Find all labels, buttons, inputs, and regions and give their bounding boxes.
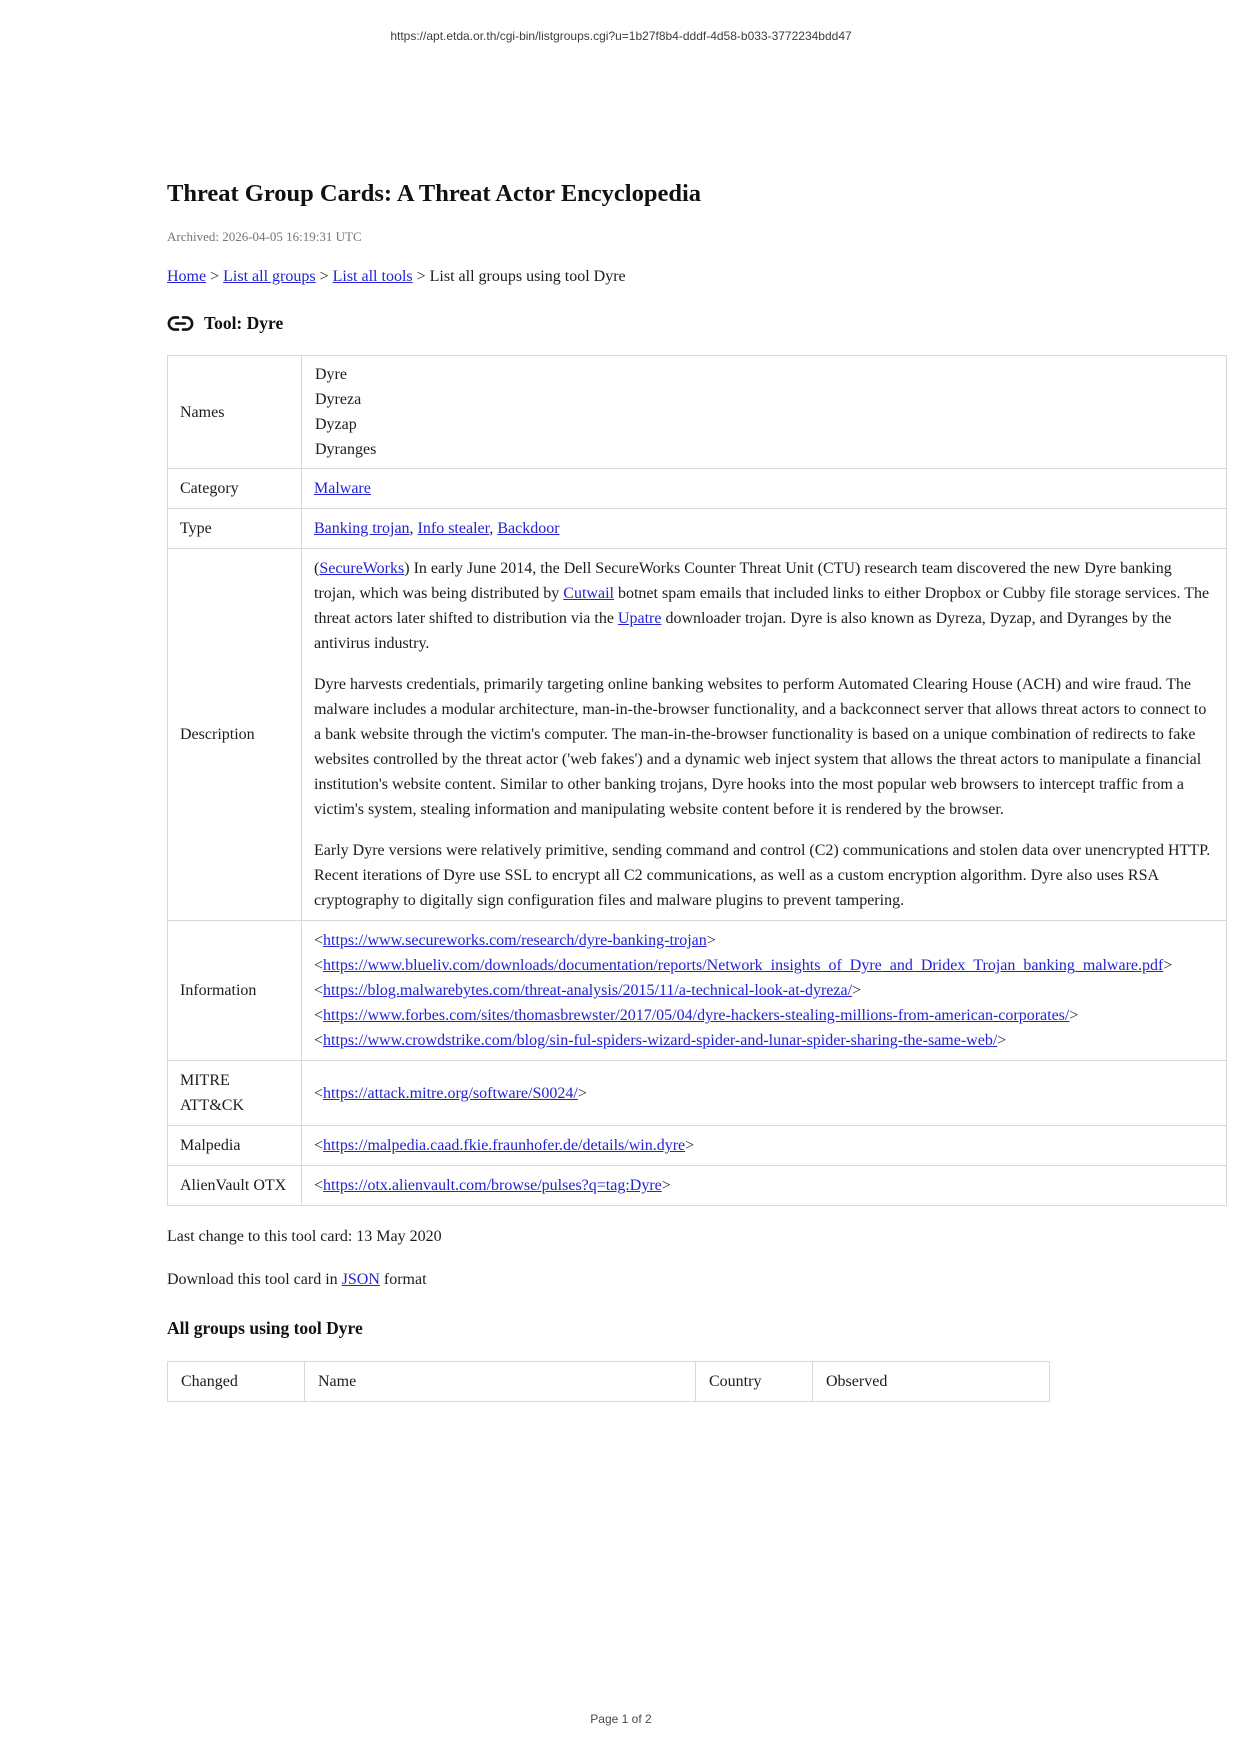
type-link[interactable]: Banking trojan — [314, 520, 410, 537]
mitre-link-cell: <https://attack.mitre.org/software/S0024/> — [302, 1061, 1227, 1126]
table-row-category — [168, 469, 1227, 509]
download-json-link[interactable]: JSON — [341, 1271, 380, 1288]
groups-column-header: Changed — [168, 1362, 305, 1402]
download-suffix: format — [379, 1271, 427, 1288]
breadcrumb-link[interactable]: Home — [167, 268, 207, 285]
alienvault-link-cell: <https://otx.alienvault.com/browse/pulses?q=tag:Dyre> — [302, 1166, 1227, 1206]
information-link[interactable]: https://www.secureworks.com/research/dyre-banking-trojan — [323, 932, 707, 949]
table-row-malpedia — [168, 1126, 1227, 1166]
row-label-malpedia: Malpedia — [168, 1126, 302, 1166]
breadcrumb-link[interactable]: List all groups — [223, 268, 316, 285]
print-footer-page-number: Page 1 of 2 — [590, 1712, 652, 1726]
groups-heading: All groups using tool Dyre — [167, 1318, 363, 1338]
names-list — [302, 356, 1227, 469]
groups-column-header: Country — [696, 1362, 813, 1402]
tool-heading — [167, 313, 1155, 334]
page-title: Threat Group Cards: A Threat Actor Encyclopedia — [167, 180, 702, 207]
type-link[interactable]: Backdoor — [497, 520, 560, 537]
tool-name-item: Dyzap — [315, 416, 357, 433]
row-label-category: Category — [168, 469, 302, 509]
information-link[interactable]: https://www.blueliv.com/downloads/documentation/reports/Network_insights_of_Dyre_and_Dridex_Trojan_banking_malware.pdf — [323, 957, 1164, 974]
description-inline-link[interactable]: Cutwail — [563, 585, 614, 602]
groups-table — [167, 1361, 1050, 1402]
print-header-url: https://apt.etda.or.th/cgi-bin/listgroups.cgi?u=1b27f8b4-dddf-4d58-b033-3772234bdd47 — [390, 29, 852, 43]
tool-name-item: Dyranges — [315, 441, 377, 458]
category-cell — [302, 469, 1227, 509]
information-link[interactable]: https://blog.malwarebytes.com/threat-analysis/2015/11/a-technical-look-at-dyreza/ — [323, 982, 853, 999]
description-text — [302, 549, 1227, 921]
last-change-text: Last change to this tool card: 13 May 2020 — [167, 1228, 442, 1245]
tool-heading-label: Tool: Dyre — [204, 313, 284, 333]
tool-card-clip — [167, 355, 1211, 1206]
groups-column-header: Name — [305, 1362, 696, 1402]
description-inline-link[interactable]: SecureWorks — [319, 560, 405, 577]
type-link[interactable]: Info stealer — [417, 520, 490, 537]
tool-name-item: Dyre — [315, 366, 347, 383]
table-row-type — [168, 509, 1227, 549]
information-link-line: <https://www.crowdstrike.com/blog/sin-ful-spiders-wizard-spider-and-lunar-spider-sharing-the-same-web/> — [314, 1032, 1007, 1049]
tool-name-item: Dyreza — [315, 391, 362, 408]
description-paragraph: Early Dyre versions were relatively primitive, sending command and control (C2) communications and stolen data over unencrypted HTTP. Recent iterations of Dyre use SSL to encrypt all C2 communications, as well as a custom encryption algorithm. Dyre also uses RSA cryptography to digitally sign configuration files and malware plugins to prevent tampering. — [314, 842, 1211, 909]
information-link[interactable]: https://www.crowdstrike.com/blog/sin-ful-spiders-wizard-spider-and-lunar-spider-sharing-the-same-web/ — [323, 1032, 998, 1049]
description-inline-link[interactable]: Upatre — [617, 610, 662, 627]
table-row-description — [168, 549, 1227, 921]
type-links: Banking trojan, Info stealer, Backdoor — [302, 509, 1227, 549]
information-link[interactable]: https://www.forbes.com/sites/thomasbrewster/2017/05/04/dyre-hackers-stealing-millions-from-american-corporates/ — [323, 1007, 1070, 1024]
information-link-line: <https://blog.malwarebytes.com/threat-analysis/2015/11/a-technical-look-at-dyreza/> — [314, 982, 862, 999]
breadcrumb-current: List all groups using tool Dyre — [429, 268, 626, 285]
row-label-information: Information — [168, 921, 302, 1061]
breadcrumb: Home > List all groups > List all tools > List all groups using tool Dyre — [167, 268, 626, 285]
row-label-alienvault: AlienVault OTX — [168, 1166, 302, 1206]
alienvault-link[interactable]: https://otx.alienvault.com/browse/pulses?q=tag:Dyre — [323, 1177, 662, 1194]
breadcrumb-link[interactable]: List all tools — [332, 268, 413, 285]
download-prefix: Download this tool card in — [167, 1271, 342, 1288]
groups-column-header: Observed — [813, 1362, 1050, 1402]
link-icon — [167, 315, 194, 332]
tool-card-table — [167, 355, 1227, 1206]
malpedia-link[interactable]: https://malpedia.caad.fkie.fraunhofer.de/details/win.dyre — [323, 1137, 686, 1154]
description-paragraph: Dyre harvests credentials, primarily targeting online banking websites to perform Automated Clearing House (ACH) and wire fraud. The malware includes a modular architecture, man-in-the-browser functionality, and a backconnect server that allows threat actors to connect to a bank website through the victim's computer. The man-in-the-browser functionality is based on a unique combination of redirects to fake websites controlled by the threat actor ('web fakes') and a dynamic web inject system that allows the threat actors to manipulate a financial institution's website content. Similar to other banking trojans, Dyre hooks into the most popular web browsers to intercept traffic from a victim's system, stealing information and manipulating website content before it is rendered by the browser. — [314, 676, 1207, 818]
row-label-names: Names — [168, 356, 302, 469]
mitre-link[interactable]: https://attack.mitre.org/software/S0024/ — [323, 1084, 578, 1102]
malpedia-link-cell: <https://malpedia.caad.fkie.fraunhofer.de/details/win.dyre> — [302, 1126, 1227, 1166]
information-link-line: <https://www.blueliv.com/downloads/documentation/reports/Network_insights_of_Dyre_and_Dridex_Trojan_banking_malware.pdf> — [314, 957, 1173, 974]
information-links — [302, 921, 1227, 1061]
table-row-information — [168, 921, 1227, 1061]
description-paragraph: (SecureWorks) In early June 2014, the Dell SecureWorks Counter Threat Unit (CTU) research team discovered the new Dyre banking trojan, which was being distributed by Cutwail botnet spam emails that included links to either Dropbox or Cubby file storage services. The threat actors later shifted to distribution via the Upatre downloader trojan. Dyre is also known as Dyreza, Dyzap, and Dyranges by the antivirus industry. — [314, 560, 1210, 652]
table-row-alienvault — [168, 1166, 1227, 1206]
information-link-line: <https://www.secureworks.com/research/dyre-banking-trojan> — [314, 932, 716, 949]
archived-timestamp: Archived: 2026-04-05 16:19:31 UTC — [167, 229, 362, 244]
row-label-mitre: MITRE ATT&CK — [168, 1061, 302, 1126]
table-row-names — [168, 356, 1227, 469]
download-line — [167, 1271, 1155, 1289]
information-link-line: <https://www.forbes.com/sites/thomasbrewster/2017/05/04/dyre-hackers-stealing-millions-from-american-corporates/> — [314, 1007, 1079, 1024]
table-row-mitre — [168, 1061, 1227, 1126]
groups-header-row — [168, 1362, 1050, 1402]
category-link[interactable]: Malware — [314, 480, 371, 497]
row-label-description: Description — [168, 549, 302, 921]
row-label-type: Type — [168, 509, 302, 549]
